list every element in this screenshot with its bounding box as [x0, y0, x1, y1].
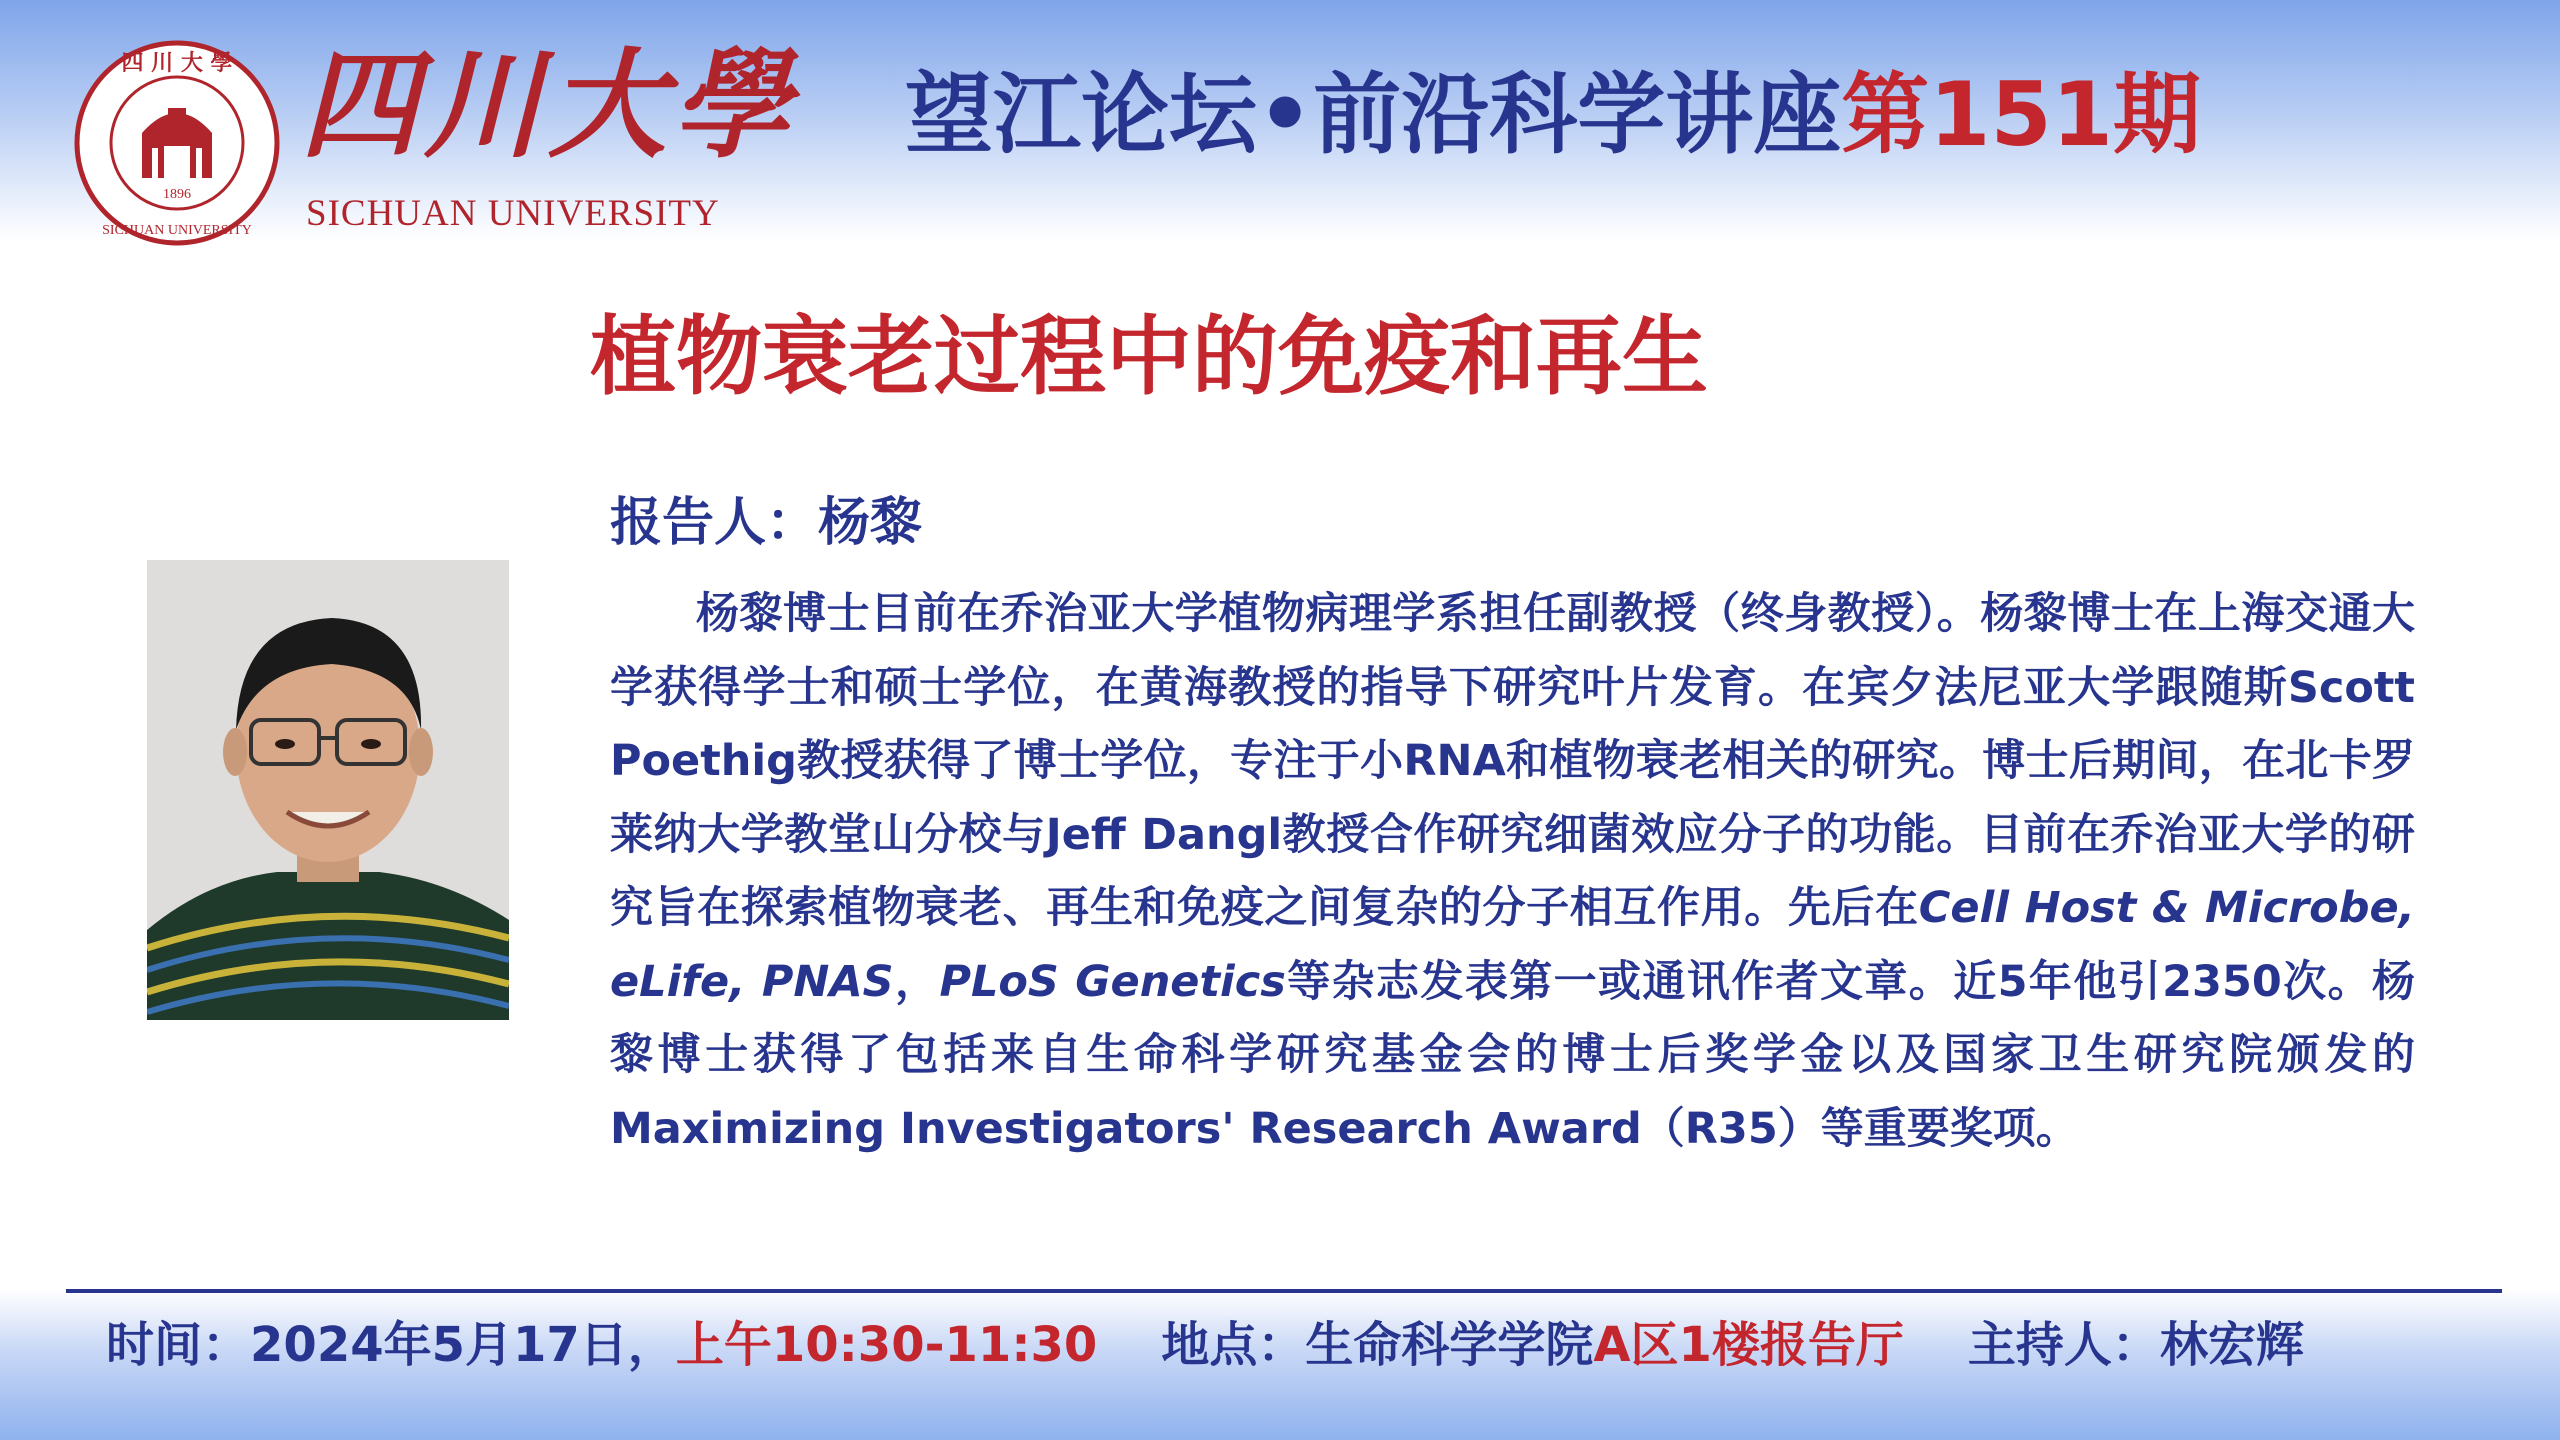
portrait-illustration — [147, 560, 509, 1020]
footer-divider — [66, 1289, 2502, 1293]
bio-journals-1: Cell Host & Microbe, eLife, PNAS — [610, 883, 2415, 1007]
place-prefix: 生命科学学院 — [1305, 1317, 1594, 1373]
lecture-series-title — [905, 60, 2465, 170]
speaker-biography — [610, 578, 2415, 1166]
bio-separator: ， — [893, 956, 940, 1007]
event-details-footer — [106, 1310, 2506, 1380]
place-room: A区1楼报告厅 — [1593, 1317, 1904, 1373]
speaker-portrait — [147, 560, 509, 1020]
event-date: 2024年5月17日， — [250, 1317, 676, 1373]
university-seal-logo — [72, 38, 282, 248]
host-label: 主持人： — [1967, 1317, 2160, 1373]
seal-year: 1896 — [163, 187, 191, 202]
bio-text-1: 杨黎博士目前在乔治亚大学植物病理学系担任副教授（终身教授）。杨黎博士在上海交通大学获得学士和硕士学位，在黄海教授的指导下研究叶片发育。在宾夕法尼亚大学跟随斯Scott Poethig教授获得了博士学位，专注于小RNA和植物衰老相关的研究。博士后期间，在北卡罗莱纳大学教堂山分校与Jeff Dangl教授合作研究细菌效应分子的功能。目前在乔治亚大学的研究旨在探索植物衰老、再生和免疫之间复杂的分子相互作用。先后在 — [610, 589, 2415, 933]
university-english-name: SICHUAN UNIVERSITY — [306, 193, 720, 234]
event-time: 上午10:30-11:30 — [675, 1317, 1098, 1373]
time-label: 时间： — [106, 1317, 251, 1373]
svg-text:SICHUAN UNIVERSITY: SICHUAN UNIVERSITY — [102, 223, 252, 238]
university-wordmark: 四川大學 — [300, 35, 797, 174]
speaker-line — [610, 480, 1510, 555]
series-name: 望江论坛•前沿科学讲座 — [905, 63, 1842, 166]
bio-text-2: 等杂志发表第一或通讯作者文章。近5年他引2350次。杨黎博士获得了包括来自生命科学研究基金会的博士后奖学金以及国家卫生研究院颁发的Maximizing Investigators' Research Award（R35）等重要奖项。 — [610, 956, 2415, 1154]
speaker-name: 杨黎 — [818, 493, 923, 553]
place-label: 地点： — [1161, 1317, 1306, 1373]
series-issue-number: 第151期 — [1841, 63, 2201, 166]
svg-text:四 川 大 學: 四 川 大 學 — [121, 50, 233, 76]
talk-title: 植物衰老过程中的免疫和再生 — [590, 307, 1708, 407]
bio-journals-2: PLoS Genetics — [939, 956, 1286, 1007]
speaker-label: 报告人： — [610, 493, 819, 553]
host-name: 林宏辉 — [2159, 1317, 2304, 1373]
